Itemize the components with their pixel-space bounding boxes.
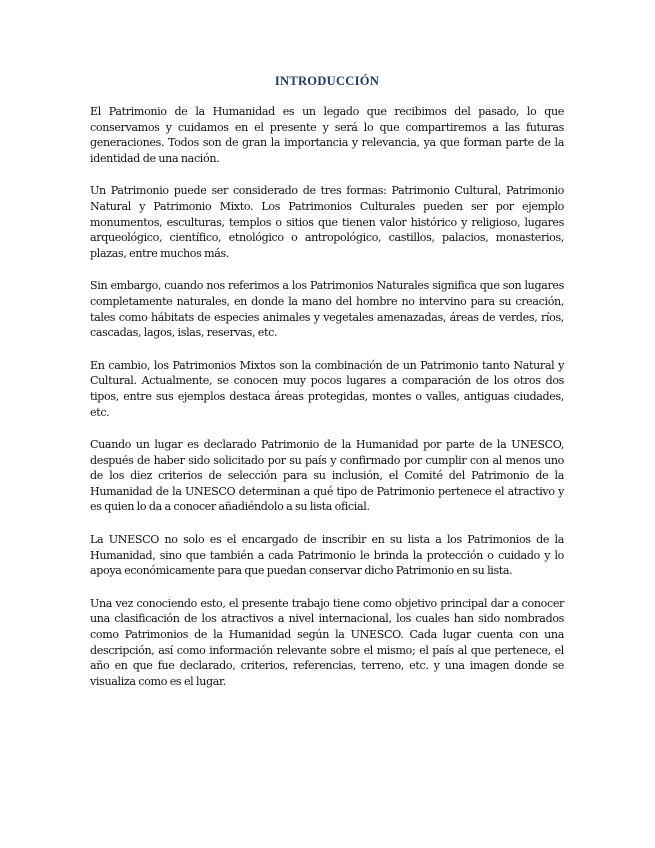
paragraph-1: El Patrimonio de la Humanidad es un legado que recibimos del pasado, lo que conservamos y cuidamos en el presente y será lo que compartiremos a las futuras generaciones. Todos son de gran la importancia y relevancia, ya que forman parte de la identidad de una nación. xyxy=(90,105,564,165)
paragraph-4: En cambio, los Patrimonios Mixtos son la combinación de un Patrimonio tanto Natural y Cultural. Actualmente, se conocen muy pocos lugares a comparación de los otros dos tipos, entre sus ejemplos destaca áreas protegidas, montes o valles, antiguas ciudades, etc. xyxy=(90,358,564,419)
paragraph-7: Una vez conociendo esto, el presente trabajo tiene como objetivo principal dar a conocer una clasificación de los atractivos a nivel internacional, los cuales han sido nombrados como Patrimonios de la Humanidad según la UNESCO. Cada lugar cuenta con una descripción, así como información relevante sobre el mismo; el país al que pertenece, el año en que fue declarado, criterios, referencias, terreno, etc. y una imagen donde se visualiza como es el lugar. xyxy=(90,596,564,688)
paragraph-3: Sin embargo, cuando nos referimos a los Patrimonios Naturales significa que son lugares completamente naturales, en donde la mano del hombre no intervino para su creación, tales como hábitats de especies animales y vegetales amenazadas, áreas de verdes, ríos, cascadas, lagos, islas, reservas, etc. xyxy=(90,279,564,340)
page-title: INTRODUCCIÓN xyxy=(274,74,380,88)
paragraph-6: La UNESCO no solo es el encargado de inscribir en su lista a los Patrimonios de la Humanidad, sino que también a cada Patrimonio le brinda la protección o cuidado y lo apoya económicamente para que puedan conservar dicho Patrimonio en su lista. xyxy=(90,533,564,578)
paragraph-5: Cuando un lugar es declarado Patrimonio de la Humanidad por parte de la UNESCO, después de haber sido solicitado por su país y confirmado por cumplir con al menos uno de los diez criterios de selección para su inclusión, el Comité del Patrimonio de la Humanidad de la UNESCO determinan a qué tipo de Patrimonio pertenece el atractivo y es quien lo da a conocer añadiéndolo a su lista oficial. xyxy=(90,438,564,514)
document-page xyxy=(90,74,564,706)
paragraph-2: Un Patrimonio puede ser considerado de tres formas: Patrimonio Cultural, Patrimonio Natural y Patrimonio Mixto. Los Patrimonios Culturales pueden ser por ejemplo monumentos, esculturas, templos o sitios que tienen valor histórico y religioso, lugares arqueológico, científico, etnológico o antropológico, castillos, palacios, monasterios, plazas, entre muchos más. xyxy=(90,184,564,260)
